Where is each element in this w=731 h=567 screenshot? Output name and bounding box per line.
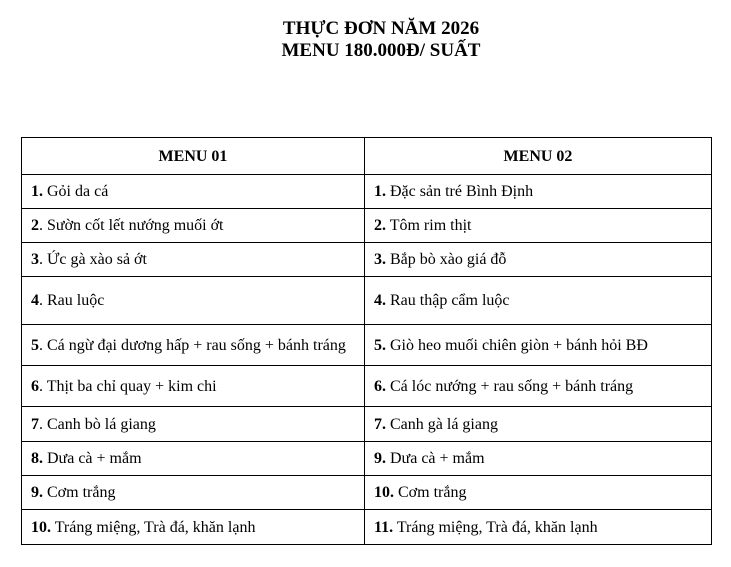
menu-02-item xyxy=(365,366,712,407)
table-row xyxy=(22,476,712,510)
menu-01-item xyxy=(22,325,365,366)
item-number: 4. xyxy=(374,292,386,309)
menu-01-item xyxy=(22,366,365,407)
table-row xyxy=(22,407,712,442)
item-number: 3. xyxy=(374,251,386,268)
menu-02-item xyxy=(365,243,712,277)
item-text: . Sườn cốt lết nướng muối ớt xyxy=(39,217,224,234)
menu-01-item xyxy=(22,209,365,243)
menu-02-item xyxy=(365,325,712,366)
table-row xyxy=(22,510,712,545)
item-number: 8. xyxy=(31,450,43,467)
item-text: Canh gà lá giang xyxy=(386,415,498,433)
menu-02-item xyxy=(365,510,712,545)
item-number: 5 xyxy=(31,336,39,354)
item-text: Gỏi da cá xyxy=(43,183,109,200)
item-text: Dưa cà + mắm xyxy=(386,450,485,467)
menu-01-item xyxy=(22,277,365,325)
document-title: THỰC ĐƠN NĂM 2026 xyxy=(282,18,480,39)
item-text: . Canh bò lá giang xyxy=(39,415,156,433)
menu-table xyxy=(21,137,712,545)
table-row xyxy=(22,175,712,209)
item-text: Cá lóc nướng + rau sống + bánh tráng xyxy=(386,377,634,395)
item-number: 4 xyxy=(31,292,39,309)
menu-02-item xyxy=(365,442,712,476)
column-header-menu-01: MENU 01 xyxy=(22,138,365,175)
table-row xyxy=(22,243,712,277)
item-number: 9. xyxy=(374,450,386,467)
menu-01-item xyxy=(22,442,365,476)
item-text: Cơm trắng xyxy=(394,484,467,501)
item-number: 1. xyxy=(374,183,386,200)
item-number: 9. xyxy=(31,484,43,501)
item-number: 2. xyxy=(374,217,386,234)
table-header-row xyxy=(22,138,712,175)
item-number: 11. xyxy=(374,518,394,536)
item-number: 6. xyxy=(374,377,386,395)
item-text: Đặc sản tré Bình Định xyxy=(386,183,534,200)
item-number: 1. xyxy=(31,183,43,200)
item-number: 10. xyxy=(31,518,51,536)
item-text: Tôm rim thịt xyxy=(386,217,472,234)
table-row xyxy=(22,277,712,325)
item-text: Rau thập cẩm luộc xyxy=(386,292,510,309)
table-row xyxy=(22,366,712,407)
item-text: . Ức gà xào sả ớt xyxy=(39,251,147,268)
menu-01-item xyxy=(22,510,365,545)
menu-02-item xyxy=(365,407,712,442)
item-text: Dưa cà + mắm xyxy=(43,450,142,467)
menu-02-item xyxy=(365,476,712,510)
item-number: 6 xyxy=(31,377,39,395)
menu-02-item xyxy=(365,209,712,243)
menu-01-item xyxy=(22,476,365,510)
item-text: Cơm trắng xyxy=(43,484,116,501)
menu-01-item xyxy=(22,175,365,209)
item-text: . Thịt ba chỉ quay + kim chi xyxy=(39,377,217,395)
item-number: 2 xyxy=(31,217,39,234)
table-row xyxy=(22,325,712,366)
menu-02-item xyxy=(365,175,712,209)
item-number: 3 xyxy=(31,251,39,268)
menu-01-item xyxy=(22,407,365,442)
table-row xyxy=(22,442,712,476)
item-text: . Rau luộc xyxy=(39,292,105,309)
item-number: 7. xyxy=(374,415,386,433)
document-header xyxy=(0,18,731,62)
column-header-menu-02: MENU 02 xyxy=(365,138,712,175)
table-row xyxy=(22,209,712,243)
item-number: 10. xyxy=(374,484,394,501)
item-text: Tráng miệng, Trà đá, khăn lạnh xyxy=(393,518,598,536)
item-text: Tráng miệng, Trà đá, khăn lạnh xyxy=(51,518,256,536)
menu-02-item xyxy=(365,277,712,325)
item-text: Giò heo muối chiên giòn + bánh hỏi BĐ xyxy=(386,336,648,354)
item-number: 5. xyxy=(374,336,386,354)
item-text: Bắp bò xào giá đỗ xyxy=(386,251,507,268)
item-text: . Cá ngừ đại dương hấp + rau sống + bánh tráng xyxy=(39,336,346,354)
item-number: 7 xyxy=(31,415,39,433)
menu-01-item xyxy=(22,243,365,277)
document-subtitle: MENU 180.000Đ/ SUẤT xyxy=(281,40,481,61)
